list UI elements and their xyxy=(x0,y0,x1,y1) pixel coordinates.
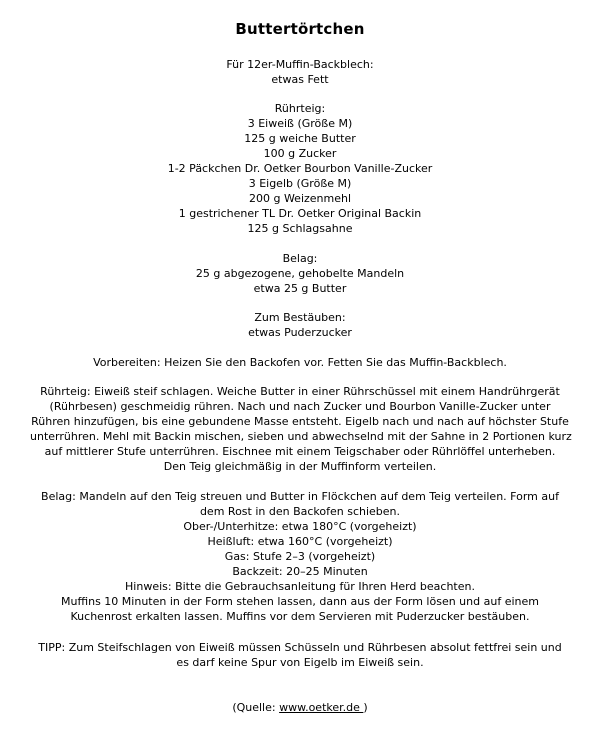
source-line xyxy=(0,700,600,715)
prepare-step xyxy=(0,355,600,370)
step-line: auf mittlerer Stufe unterrühren. Eischnee mit einem Teigschaber oder Rührlöffel unterheben. xyxy=(44,445,556,458)
ingredient-item: 1-2 Päckchen Dr. Oetker Bourbon Vanille-Zucker xyxy=(167,162,433,175)
recipe-title: Buttertörtchen xyxy=(235,20,365,38)
tip-section xyxy=(30,640,570,670)
ingredient-item: 1 gestrichener TL Dr. Oetker Original Backin xyxy=(178,207,422,220)
source-suffix: ) xyxy=(363,701,368,714)
step-line: Belag: Mandeln auf den Teig streuen und Butter in Flöckchen auf dem Teig verteilen. Form auf xyxy=(41,490,559,503)
step-line: unterrühren. Mehl mit Backin mischen, sieben und abwechselnd mit der Sahne in 2 Portionen kurz xyxy=(30,430,572,443)
prepare-text: Vorbereiten: Heizen Sie den Backofen vor. Fetten Sie das Muffin-Backblech. xyxy=(93,356,507,369)
ingredient-item: 200 g Weizenmehl xyxy=(248,192,352,205)
source-link[interactable]: www.oetker.de xyxy=(279,701,364,714)
ingredient-item: etwas Fett xyxy=(271,73,329,86)
step-line: Rühren hinzufügen, bis eine gebundene Masse entsteht. Eigelb nach und nach auf höchster Stufe xyxy=(31,415,569,428)
oven-gas: Gas: Stufe 2–3 (vorgeheizt) xyxy=(224,550,376,563)
oven-fan-heat: Heißluft: etwa 160°C (vorgeheizt) xyxy=(207,535,393,548)
ingredient-item: 100 g Zucker xyxy=(263,147,337,160)
ingredient-item: etwas Puderzucker xyxy=(248,326,352,339)
dusting-heading: Zum Bestäuben: xyxy=(254,311,346,324)
topping-section xyxy=(0,251,600,296)
pan-section xyxy=(0,57,600,87)
ingredient-item: 125 g Schlagsahne xyxy=(247,222,353,235)
step-line: dem Rost in den Backofen schieben. xyxy=(199,505,401,518)
topping-heading: Belag: xyxy=(282,252,318,265)
ingredient-item: etwa 25 g Butter xyxy=(253,282,347,295)
ingredient-item: 125 g weiche Butter xyxy=(244,132,356,145)
tip-line: es darf keine Spur von Eigelb im Eiweiß sein. xyxy=(176,656,424,669)
dusting-section xyxy=(0,310,600,340)
source-prefix: (Quelle: xyxy=(232,701,280,714)
batter-section xyxy=(0,101,600,236)
ingredient-item: 3 Eigelb (Größe M) xyxy=(248,177,352,190)
tip-line: TIPP: Zum Steifschlagen von Eiweiß müssen Schüsseln und Rührbesen absolut fettfrei sein und xyxy=(38,641,562,654)
batter-step xyxy=(30,384,570,474)
hint-line: Hinweis: Bitte die Gebrauchsanleitung für Ihren Herd beachten. xyxy=(125,580,475,593)
step-line: Muffins 10 Minuten in der Form stehen lassen, dann aus der Form lösen und auf einem xyxy=(61,595,539,608)
step-line: Kuchenrost erkalten lassen. Muffins vor dem Servieren mit Puderzucker bestäuben. xyxy=(70,610,530,623)
ingredient-item: 3 Eiweiß (Größe M) xyxy=(247,117,353,130)
pan-heading: Für 12er-Muffin-Backblech: xyxy=(226,58,374,71)
oven-top-bottom-heat: Ober-/Unterhitze: etwa 180°C (vorgeheizt) xyxy=(183,520,417,533)
step-line: Den Teig gleichmäßig in der Muffinform verteilen. xyxy=(163,460,437,473)
baking-time: Backzeit: 20–25 Minuten xyxy=(232,565,368,578)
baking-step xyxy=(30,489,570,624)
step-line: (Rührbesen) geschmeidig rühren. Nach und nach Zucker und Bourbon Vanille-Zucker unter xyxy=(49,400,551,413)
ingredient-item: 25 g abgezogene, gehobelte Mandeln xyxy=(195,267,405,280)
batter-heading: Rührteig: xyxy=(274,102,326,115)
step-line: Rührteig: Eiweiß steif schlagen. Weiche Butter in einer Rührschüssel mit einem Handrührgerät xyxy=(40,385,560,398)
